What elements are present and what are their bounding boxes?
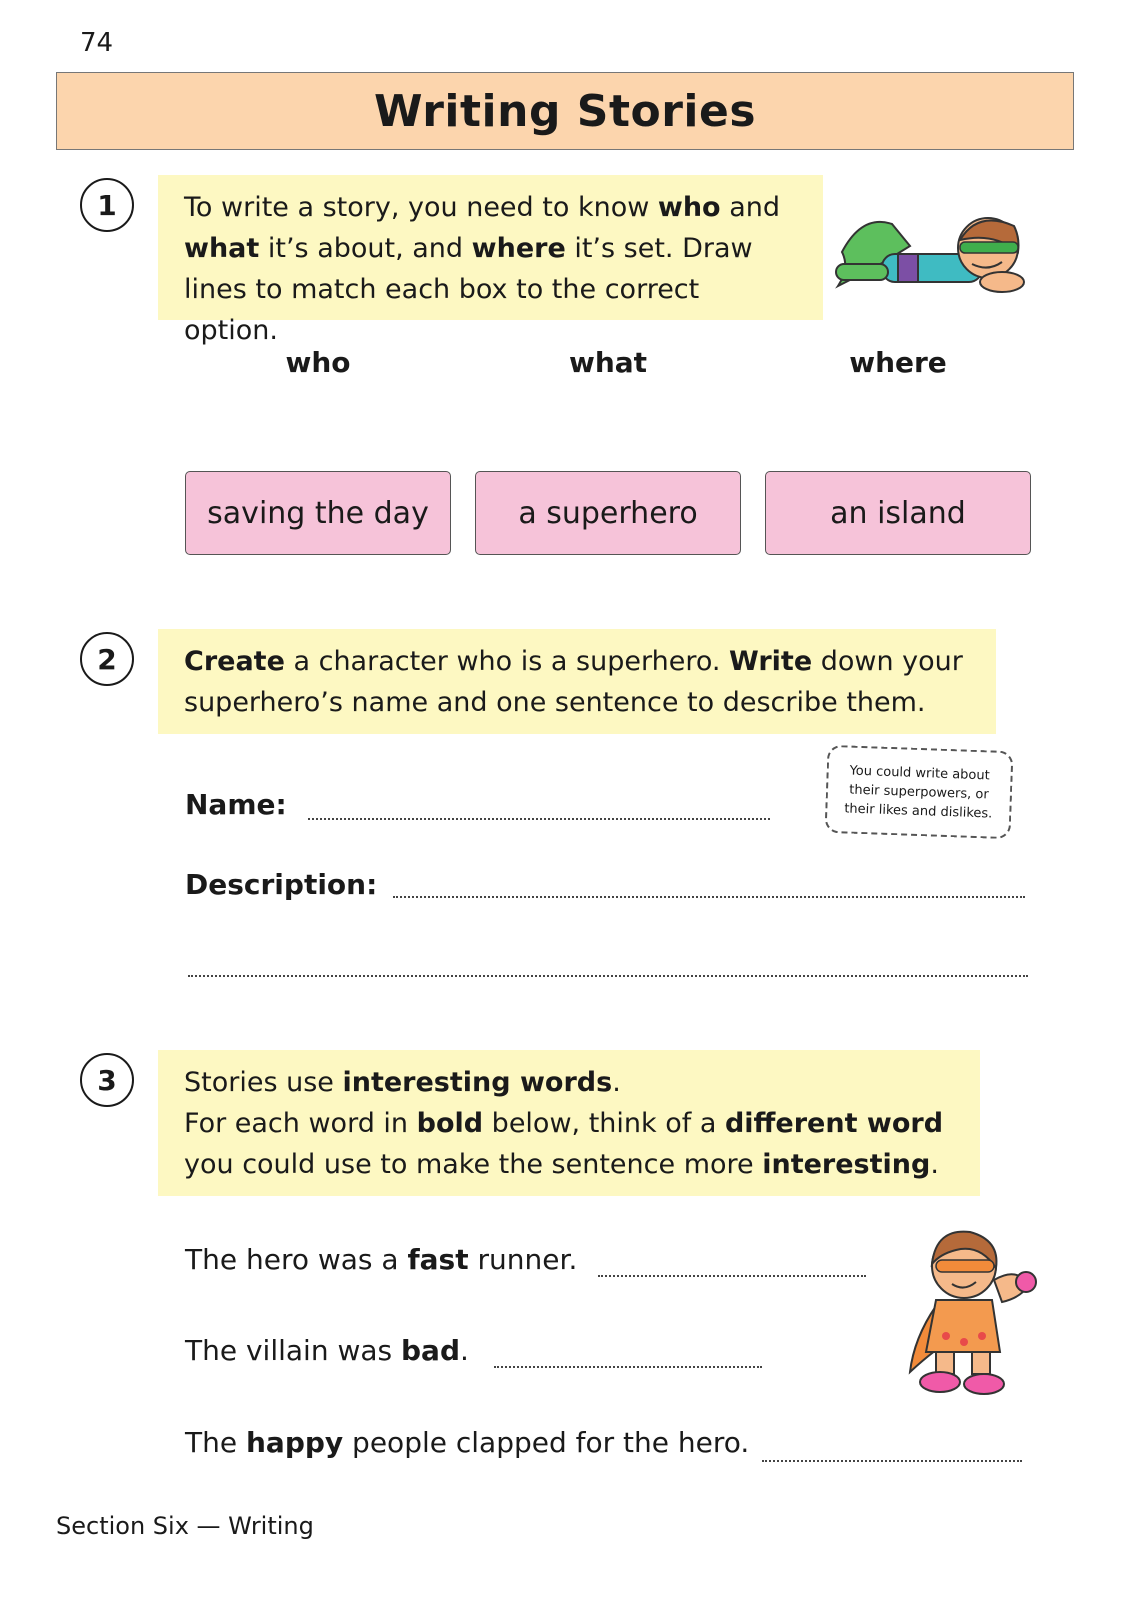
flying-superhero-icon xyxy=(832,212,1032,296)
question-1-instruction: To write a story, you need to know who and what it’s about, and where it’s set. Draw lines to match each box to the correct option. xyxy=(158,175,823,320)
question-2-instruction: Create a character who is a superhero. Write down your superhero’s name and one sentence to describe them. xyxy=(158,629,996,734)
name-answer-line[interactable] xyxy=(308,818,770,820)
sentence-2: The villain was bad. xyxy=(185,1334,469,1367)
option-box-saving-the-day[interactable]: saving the day xyxy=(185,471,451,555)
sentence-1-answer-line[interactable] xyxy=(598,1275,866,1277)
column-label-what: what xyxy=(568,346,648,379)
page-number: 74 xyxy=(80,28,114,58)
sentence-3-answer-line[interactable] xyxy=(762,1460,1022,1462)
column-label-where: where xyxy=(849,346,947,379)
title-banner xyxy=(56,72,1074,150)
question-number-2: 2 xyxy=(80,632,134,686)
question-number-1: 1 xyxy=(80,178,134,232)
sentence-3: The happy people clapped for the hero. xyxy=(185,1426,750,1459)
footer-section-label: Section Six — Writing xyxy=(56,1512,314,1540)
option-box-a-superhero[interactable]: a superhero xyxy=(475,471,741,555)
description-answer-line-1[interactable] xyxy=(393,896,1025,898)
sentence-1: The hero was a fast runner. xyxy=(185,1243,578,1276)
name-label: Name: xyxy=(185,788,287,821)
description-answer-line-2[interactable] xyxy=(188,975,1028,977)
option-box-an-island[interactable]: an island xyxy=(765,471,1031,555)
sentence-2-answer-line[interactable] xyxy=(494,1366,762,1368)
page-title: Writing Stories xyxy=(373,85,757,137)
question-number-3: 3 xyxy=(80,1053,134,1107)
description-label: Description: xyxy=(185,868,378,901)
jumping-superhero-icon xyxy=(896,1220,1044,1398)
column-label-who: who xyxy=(285,346,351,379)
hint-box: You could write about their superpowers, or their likes and dislikes. xyxy=(825,745,1014,839)
question-3-instruction: Stories use interesting words. For each word in bold below, think of a different word you could use to make the sentence more interesting. xyxy=(158,1050,980,1196)
